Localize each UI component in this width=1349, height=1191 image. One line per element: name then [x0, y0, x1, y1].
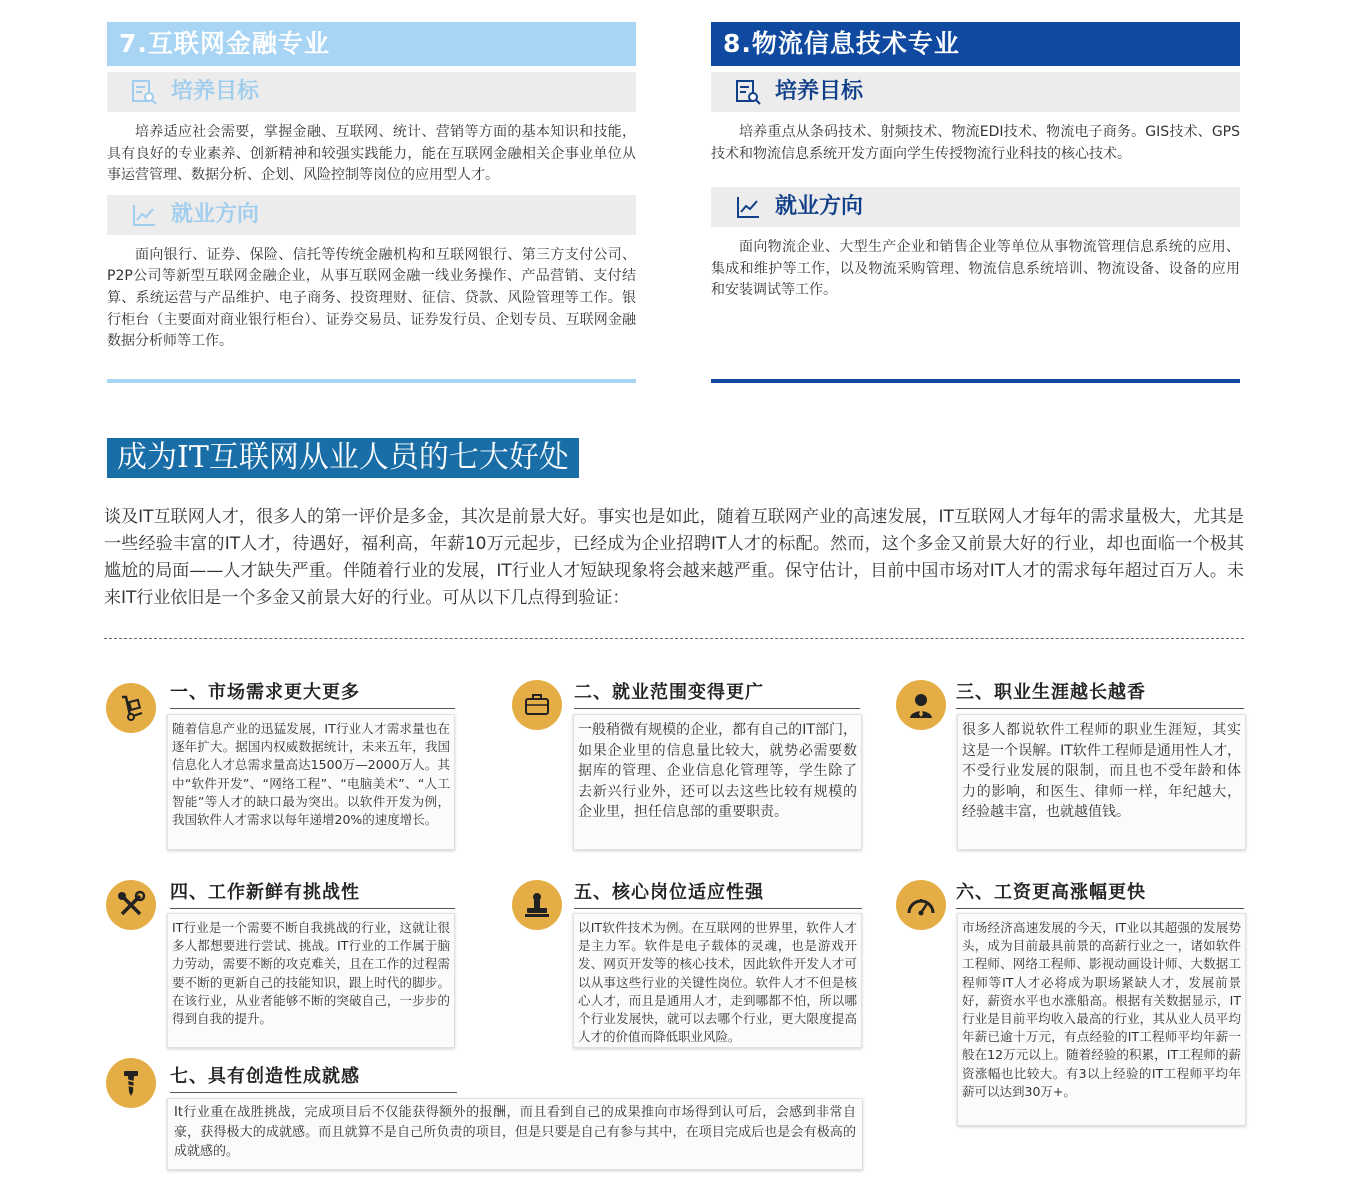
tools-icon: [116, 890, 146, 920]
benefit-3-title: 三、职业生涯越长越香: [956, 678, 1244, 709]
program-8-career-label: 就业方向: [775, 194, 864, 220]
benefit-6-icon-circle: [896, 880, 946, 930]
benefit-1-text: 随着信息产业的迅猛发展，IT行业人才需求量也在逐年扩大。据国内权威数据统计，未来五年，我国信息化人才总需求量高达1500万—2000万人。其中“软件开发”、“网络工程”、“电脑美术”、“人工智能”等人才的缺口最为突出。以软件开发为例，我国软件人才需求以每年递增20%的速度增长。: [167, 714, 455, 850]
program-7-goal-label: 培养目标: [171, 79, 260, 104]
program-7-career-label: 就业方向: [171, 201, 260, 227]
document-search-icon: [735, 79, 761, 105]
benefit-4-icon-circle: [106, 880, 156, 930]
benefit-5-text: 以IT软件技术为例。在互联网的世界里，软件人才是主力军。软件是电子载体的灵魂，也是游戏开发、网页开发等的核心技术，因此软件开发人才可以从事这些行业的关键性岗位。软件人才不但是核心人才，而且是通用人才，走到哪都不怕，所以哪个行业发展快，就可以去哪个行业，更大限度提高人才的价值而降低职业风险。: [573, 913, 862, 1048]
benefit-7-title: 七、具有创造性成就感: [170, 1062, 457, 1093]
stamp-icon: [522, 890, 552, 920]
gauge-icon: [905, 889, 937, 921]
benefit-4-title: 四、工作新鲜有挑战性: [170, 878, 455, 909]
section-intro: 谈及IT互联网人才，很多人的第一评价是多金，其次是前景大好。事实也是如此，随着互联网产业的高速发展，IT互联网人才每年的需求量极大，尤其是一些经验丰富的IT人才，待遇好，福利高，年薪10万元起步，已经成为企业招聘IT人才的标配。然而，这个多金又前景大好的行业，却也面临一个极其尴尬的局面——人才缺失严重。伴随着行业的发展，IT行业人才短缺现象将会越来越严重。保守估计，目前中国市场对IT人才的需求每年超过百万人。未来IT行业依旧是一个多金又前景大好的行业。可从以下几点得到验证：: [104, 507, 1244, 608]
benefit-1-title: 一、市场需求更大更多: [170, 678, 455, 709]
program-7-goal-text: 培养适应社会需要，掌握金融、互联网、统计、营销等方面的基本知识和技能，具有良好的专业素养、创新精神和较强实践能力，能在互联网金融相关企事业单位从事运营管理、数据分析、企划、风险控制等岗位的应用型人才。: [107, 124, 636, 184]
program-8-panel: [711, 22, 1240, 302]
program-8-career-header: [711, 187, 1240, 227]
program-8-goal-text: 培养重点从条码技术、射频技术、物流EDI技术、物流电子商务。GIS技术、GPS技术和物流信息系统开发方面向学生传授物流行业科技的核心技术。: [711, 124, 1240, 162]
program-8-title: 8.物流信息技术专业: [711, 22, 1240, 66]
benefit-3-icon-circle: [896, 680, 946, 730]
program-7-panel: [107, 22, 636, 353]
program-7-bottom-line: [107, 379, 636, 383]
benefit-2-text: 一般稍微有规模的企业，都有自己的IT部门，如果企业里的信息量比较大，就势必需要数据库的管理、企业信息化管理等，学生除了去新兴行业外，还可以去这些比较有规模的企业里，担任信息部的重要职责。: [573, 714, 862, 850]
program-7-title: 7.互联网金融专业: [107, 22, 636, 66]
benefit-2-title: 二、就业范围变得更广: [574, 678, 860, 709]
hand-truck-icon: [116, 693, 146, 723]
chart-icon: [131, 202, 157, 228]
benefit-7-text: It行业重在战胜挑战，完成项目后不仅能获得额外的报酬，而且看到自己的成果推向市场得到认可后，会感到非常自豪，获得极大的成就感。而且就算不是自己所负责的项目，但是只要是自己有参与其中，在项目完成后也是会有极高的成就感的。: [167, 1098, 863, 1170]
section-title: 成为IT互联网从业人员的七大好处: [107, 438, 579, 478]
program-8-career-text: 面向物流企业、大型生产企业和销售企业等单位从事物流管理信息系统的应用、集成和维护等工作，以及物流采购管理、物流信息系统培训、物流设备、设备的应用和安装调试等工作。: [711, 239, 1240, 299]
benefit-7-icon-circle: [106, 1058, 156, 1108]
program-7-career-text: 面向银行、证券、保险、信托等传统金融机构和互联网银行、第三方支付公司、P2P公司等新型互联网金融企业，从事互联网金融一线业务操作、产品营销、支付结算、系统运营与产品维护、电子商务、投资理财、征信、贷款、风险管理等工作。银行柜台（主要面对商业银行柜台）、证券交易员、证券发行员、企划专员、互联网金融数据分析师等工作。: [107, 246, 636, 350]
benefit-3-text: 很多人都说软件工程师的职业生涯短，其实这是一个误解。IT软件工程师是通用性人才，不受行业发展的限制，而且也不受年龄和体力的影响，和医生、律师一样，年纪越大，经验越丰富，也就越值钱。: [957, 714, 1246, 850]
program-7-goal-header: [107, 72, 636, 112]
benefit-1-icon-circle: [106, 683, 156, 733]
briefcase-icon: [522, 690, 552, 720]
program-7-career-header: [107, 195, 636, 235]
benefit-5-title: 五、核心岗位适应性强: [574, 878, 862, 909]
screw-icon: [116, 1068, 146, 1098]
chart-icon: [735, 194, 761, 220]
benefit-6-text: 市场经济高速发展的今天，IT业以其超强的发展势头，成为目前最具前景的高薪行业之一，诸如软件工程师、网络工程师、影视动画设计师、大数据工程师等IT人才必将成为职场紧缺人才，发展前景好，薪资水平也水涨船高。根据有关数据显示，IT行业是目前平均收入最高的行业，其从业人员平均年薪已逾十万元，有点经验的IT工程师平均年薪一般在12万元以上。随着经验的积累，IT工程师的薪资涨幅也比较大。有3以上经验的IT工程师平均年薪可以达到30万+。: [957, 913, 1246, 1126]
benefit-4-text: IT行业是一个需要不断自我挑战的行业，这就让很多人都想要进行尝试、挑战。IT行业的工作属于脑力劳动，需要不断的攻克难关，且在工作的过程需要不断的更新自己的技能知识，跟上时代的脚步。在该行业，从业者能够不断的突破自己，一步步的得到自我的提升。: [167, 913, 455, 1048]
program-8-goal-header: [711, 72, 1240, 112]
person-icon: [906, 690, 936, 720]
program-8-goal-label: 培养目标: [775, 79, 864, 104]
benefit-2-icon-circle: [512, 680, 562, 730]
program-8-bottom-line: [711, 379, 1240, 383]
benefit-6-title: 六、工资更高涨幅更快: [956, 878, 1244, 909]
section-divider: [104, 638, 1244, 639]
document-search-icon: [131, 79, 157, 105]
benefit-5-icon-circle: [512, 880, 562, 930]
